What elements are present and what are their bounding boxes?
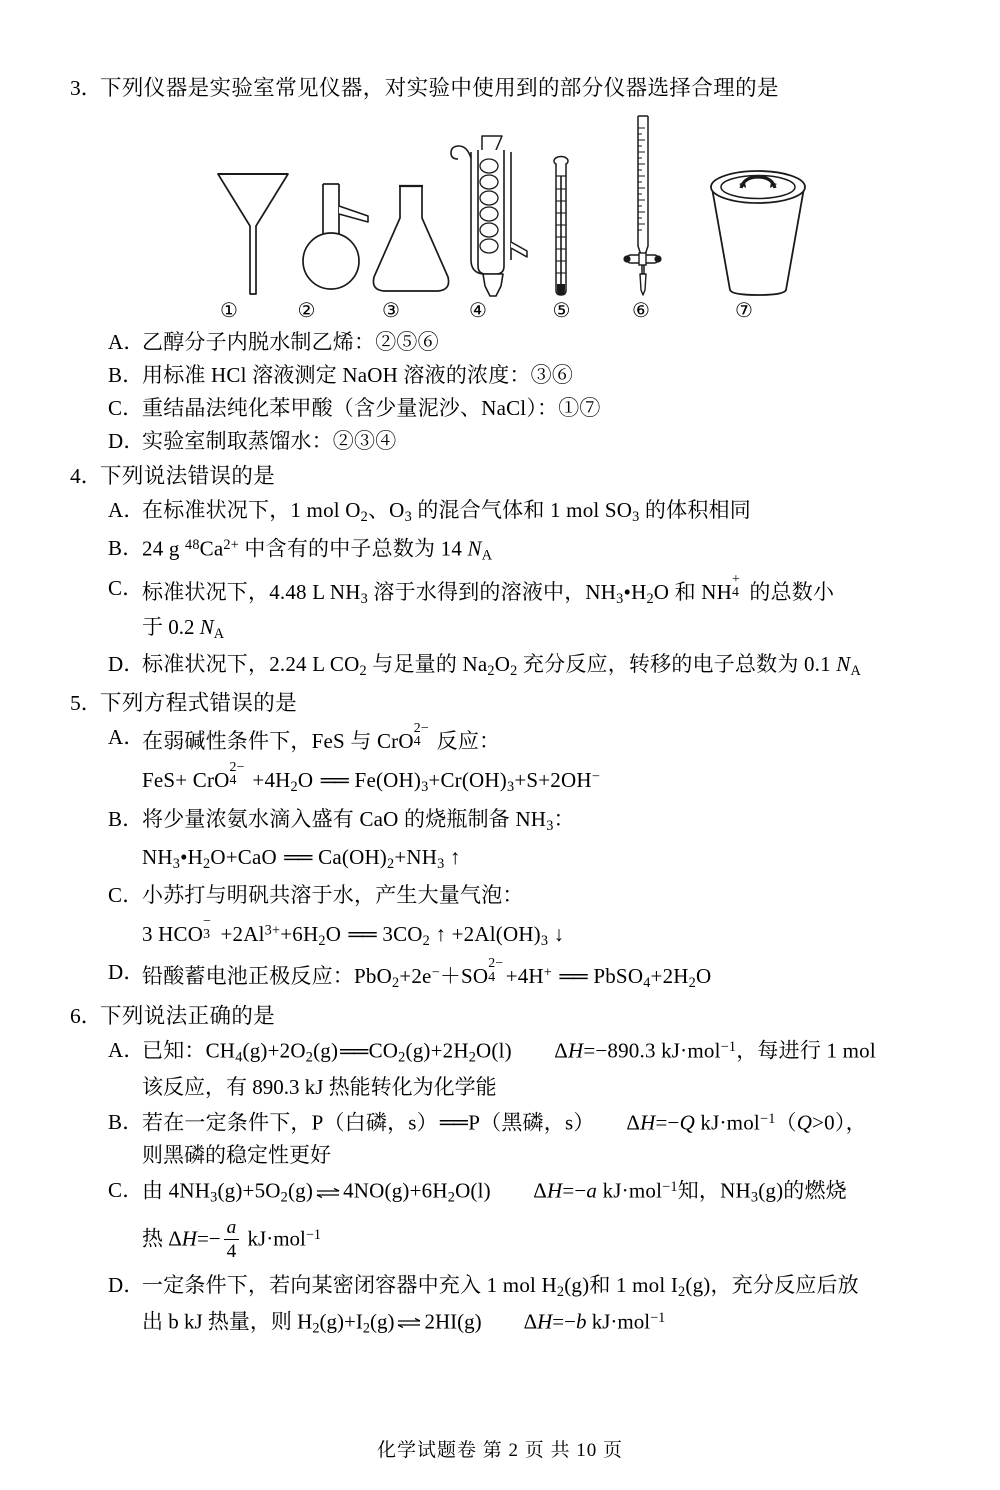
funnel-icon [218,174,288,294]
option-row[interactable] [0,538,1000,563]
stopcock-icon [623,253,661,265]
apparatus-label-3: ③ [382,299,400,322]
question-6 [0,1003,1000,1337]
exam-page [0,78,1000,1490]
apparatus-label-7: ⑦ [735,299,753,322]
page-footer: 化学试题卷 第 2 页 共 10 页 [376,1440,623,1461]
option-text: 在标准状况下，1 mol $O_2$、$O_3$ 的混合气体和 1 mol $SO_3$ 的体积相同 [142,498,751,525]
apparatus-label-6: ⑥ [632,299,650,322]
option-row[interactable] [0,395,1000,420]
option-text: 实验室制取蒸馏水：②③④ [142,428,397,453]
question-4-number: 4． [70,463,103,488]
question-4-stem: 下列说法错误的是 [100,463,276,488]
option-text: 用标准 HCl 溶液测定 NaOH 溶液的浓度：③⑥ [142,362,574,387]
option-row[interactable] [0,570,1000,607]
thermometer-icon [554,156,568,295]
chemical-equation: $NH_3•H_2O+CaO$ ══ $Ca(OH)_2+NH_3$ ↑ [142,844,461,872]
apparatus-label-1: ① [220,299,238,322]
burette-icon [623,116,661,295]
erlenmeyer-flask-icon [373,186,448,291]
option-continuation: 该反应，有 890.3 kJ 热能转化为化学能 [142,1074,497,1099]
option-text: 由 $4NH_3(g)+5O_2(g)$ $4NO(g)+6H_2O(l)$ ΔH=−a kJ·mol$^{-1}$知，$NH_3(g)$的燃烧 [142,1178,847,1206]
question-3-stem-line [0,78,1000,100]
question-5 [0,690,1000,992]
question-6-number: 6． [70,1003,103,1028]
option-text: 一定条件下，若向某密闭容器中充入 1 mol $H_2(g)$和 1 mol $I_2(g)$，充分反应后放 [142,1272,859,1300]
option-label: A． [108,329,145,354]
option-text: 24 g $^{48}Ca^{2+}$ 中含有的中子总数为 14 $N_A$ [142,536,493,564]
option-label: A． [108,498,145,522]
option-row[interactable] [0,654,1000,678]
apparatus-label-2: ② [297,299,316,322]
option-text: 在弱碱性条件下，FeS 与 CrO 2− 4 反应： [142,720,501,754]
option-text: 小苏打与明矾共溶于水，产生大量气泡： [142,883,524,908]
distillation-flask-icon [303,184,368,289]
option-continuation: 出 b kJ 热量，则 $H_2(g)+I_2(g)$ 2HI(g) ΔH=−b kJ·mol$^{-1}$ [142,1309,666,1337]
option-label: B． [108,806,144,831]
question-6-stem-line [0,1003,1000,1028]
option-continuation: 则黑磷的稳定性更好 [142,1143,331,1168]
question-6-stem: 下列说法正确的是 [100,1003,276,1028]
chemical-equation: 3 HCO − 3 $+2Al^{3+}+6H_2O$ ══ $3CO_2$ ↑ $+2Al(OH)_3$ ↓ [142,912,565,950]
option-label: D． [108,428,145,453]
option-row[interactable] [0,329,1000,354]
option-label: D． [108,1272,145,1297]
option-row[interactable] [0,1180,1000,1205]
question-3-options [0,329,1000,453]
option-row[interactable] [0,1109,1000,1135]
option-text: 标准状况下，4.48 L $NH_3$ 溶于水得到的溶液中，$NH_3•H_2O$ 和 NH + 4 的总数小 [142,570,835,607]
fraction: $\frac{a}{4}$ [224,1218,240,1262]
apparatus-label-5: ⑤ [552,299,571,322]
question-3-number: 3． [70,76,103,100]
question-4-stem-line [0,463,1000,488]
chemical-equation: FeS+ CrO 2− 4 $+4H_2O$ ══ $Fe(OH)_3+Cr(OH)_3+S+2OH^-$ [142,759,600,796]
option-label: B． [108,536,144,561]
option-row[interactable] [0,1272,1000,1300]
option-label: B． [108,362,144,387]
question-4 [0,463,1000,680]
bulb-condenser-icon [451,136,527,296]
option-row[interactable] [0,955,1000,992]
question-3 [0,78,1000,452]
option-text: 铅酸蓄电池正极反应：PbO$_2$+2e−＋SO 2− 4 +4H+ ══ $PbSO_4+2H_2O$ [142,955,712,992]
option-row[interactable] [0,428,1000,453]
crucible-icon [711,171,805,295]
option-row[interactable] [0,806,1000,834]
option-row[interactable] [0,885,1000,906]
apparatus-label-4: ④ [469,299,487,322]
option-label: D． [108,652,145,677]
option-label: D． [108,960,145,985]
option-label: C． [108,1178,144,1203]
option-label: C． [108,575,144,600]
option-label: B． [108,1109,144,1134]
question-5-stem: 下列方程式错误的是 [100,690,298,715]
option-text: 乙醇分子内脱水制乙烯：②⑤⑥ [142,329,439,354]
option-continuation: 于 0.2 $N_A$ [142,615,225,643]
question-5-number: 5． [70,690,103,715]
option-continuation-fraction: 热 ΔH=− $\frac{a}{4}$ kJ·mol$^{-1}$ [142,1216,322,1263]
option-row[interactable] [0,720,1000,754]
apparatus-figure [0,114,1000,324]
option-row[interactable] [0,362,1000,387]
option-label: C． [108,883,144,908]
question-5-stem-line [0,690,1000,715]
option-text: 重结晶法纯化苯甲酸（含少量泥沙、NaCl）：①⑦ [142,395,601,420]
option-label: A． [108,725,145,750]
question-3-stem: 下列仪器是实验室常见仪器，对实验中使用到的部分仪器选择合理的是 [100,76,779,100]
apparatus-labels [190,301,810,321]
option-text: 若在一定条件下，P（白磷，s）══P（黑磷，s） ΔH=−Q kJ·mol$^{-1}$（Q>0）， [142,1110,867,1135]
option-label: C． [108,395,144,420]
option-label: A． [108,1038,145,1063]
option-row[interactable] [0,500,1000,524]
option-text: 标准状况下，2.24 L $CO_2$ 与足量的 $Na_2O_2$ 充分反应，转移的电子总数为 0.1 $N_A$ [142,652,862,680]
option-text: 将少量浓氨水滴入盛有 CaO 的烧瓶制备 $NH_3$： [142,806,575,834]
option-text: 已知：$CH_4(g)+2O_2(g)══CO_2(g)+2H_2O(l)$ ΔH=−890.3 kJ·mol$^{-1}$，每进行 1 mol [142,1038,876,1066]
option-row[interactable] [0,1040,1000,1065]
